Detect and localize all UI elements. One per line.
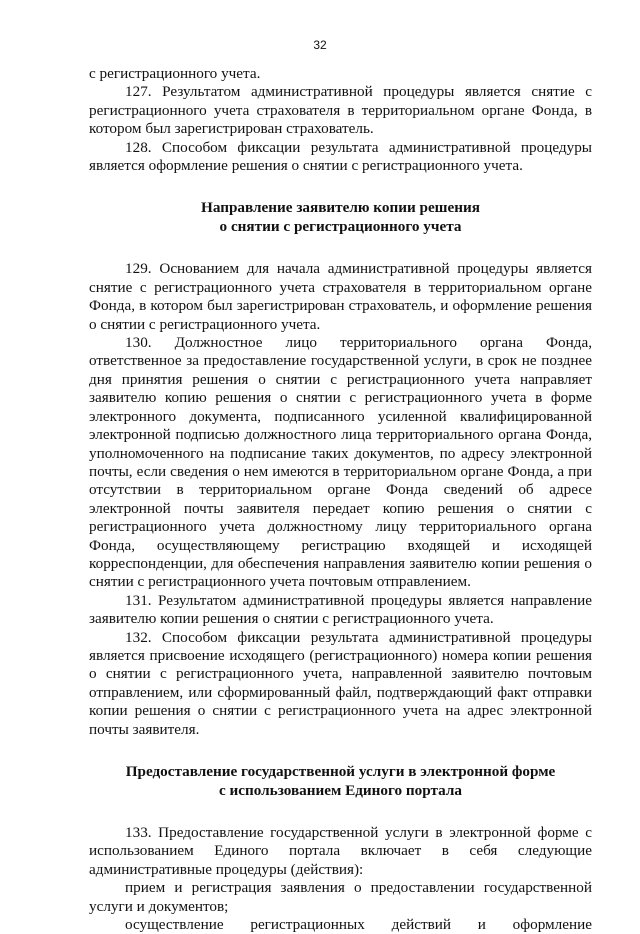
paragraph: 130. Должностное лицо территориального органа Фонда, ответственное за предоставление государственной услуги, в срок не позднее дня принятия решения о снятии с регистрационного учета направляет заявителю копию решения о снятии с регистрационного учета в форме электронного документа, подписанного усиленной квалифицированной электронной подписью должностного лица территориального органа Фонда, уполномоченного на подписание таких документов, по адресу электронной почты, если сведения о нем имеются в территориальном органе Фонда, а при отсутствии в территориальном органе Фонда сведений об адресе электронной почты заявителя передает копию решения о снятии с регистрационного учета должностному лицу территориального органа Фонда, осуществляющему регистрацию входящей и исходящей корреспонденции, для обеспечения направления заявителю копии решения о снятии с регистрационного учета почтовым отправлением.	[89, 334, 592, 591]
section-spacer	[89, 800, 592, 824]
paragraph: осуществление регистрационных действий и оформление	[125, 916, 592, 934]
section-heading	[89, 198, 592, 236]
paragraph: 128. Способом фиксации результата административной процедуры является оформление решения о снятии с регистрационного учета.	[89, 138, 592, 175]
paragraph: 132. Способом фиксации результата административной процедуры является присвоение исходящего (регистрационного) номера копии решения о снятии с регистрационного учета, направленной заявителю почтовым отправлением, или сформированный файл, подтверждающий факт отправки копии решения о снятии с регистрационного учета на адрес электронной почты заявителя.	[89, 628, 592, 738]
section-heading-line: Предоставление государственной услуги в электронной форме	[125, 763, 556, 780]
section-heading	[89, 762, 592, 800]
section-spacer	[89, 236, 592, 260]
page-number: 32	[313, 38, 327, 52]
section-spacer	[89, 739, 592, 762]
section-spacer	[89, 175, 592, 198]
paragraph: 127. Результатом административной процедуры является снятие с регистрационного учета страхователя в территориальном органе Фонда, в котором был зарегистрирован страхователь.	[89, 83, 592, 138]
section-heading-line: о снятии с регистрационного учета	[219, 218, 462, 236]
paragraph: прием и регистрация заявления о предоставлении государственной услуги и документов;	[89, 879, 592, 915]
section-heading-line: Направление заявителю копии решения	[201, 199, 480, 217]
section-heading-line: с использованием Единого портала	[218, 782, 463, 799]
paragraph: 133. Предоставление государственной услуги в электронной форме с использованием Единого портала включает в себя следующие административные процедуры (действия):	[89, 824, 592, 878]
document-body	[89, 65, 592, 934]
paragraph: 131. Результатом административной процедуры является направление заявителю копии решения о снятии с регистрационного учета.	[89, 591, 592, 628]
paragraph: 129. Основанием для начала административной процедуры является снятие с регистрационного учета страхователя в территориальном органе Фонда, в котором был зарегистрирован страхователь, и оформление решения о снятии с регистрационного учета.	[89, 260, 592, 333]
paragraph: с регистрационного учета.	[89, 65, 261, 82]
